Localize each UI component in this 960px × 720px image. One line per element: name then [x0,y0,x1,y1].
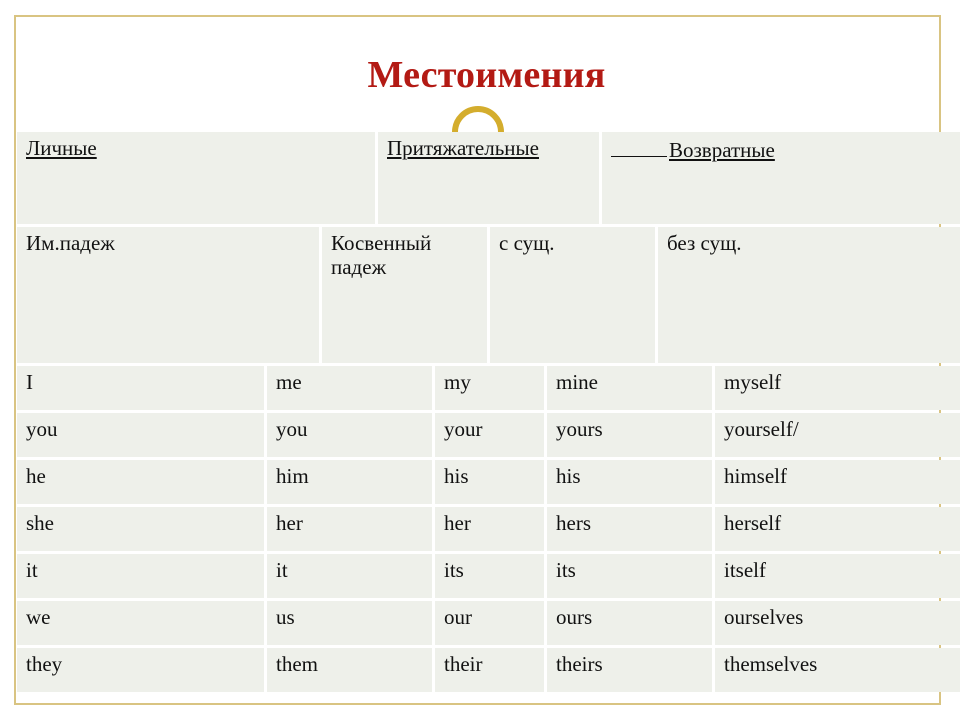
underline-lead [611,136,667,157]
table-cell: we [17,601,264,645]
table-cell: her [267,507,432,551]
table-cell: it [267,554,432,598]
table-cell: us [267,601,432,645]
table-cell: her [435,507,544,551]
subheader-cell: Косвенный падеж [322,227,487,363]
table-cell: I [17,366,264,410]
table-row [17,413,960,457]
table-cell: yourself/ [715,413,960,457]
table-cell: them [267,648,432,692]
header-cell-personal [17,132,375,224]
header-label-reflexive: Возвратные [669,138,775,162]
table-cell: my [435,366,544,410]
table-cell: ourselves [715,601,960,645]
table-cell: you [17,413,264,457]
table-cell: its [547,554,712,598]
table-cell: myself [715,366,960,410]
table-cell: itself [715,554,960,598]
table-cell: theirs [547,648,712,692]
table-row [17,554,960,598]
table-category-row [17,132,960,224]
table-row [17,601,960,645]
table-subheader-row [17,227,960,363]
table-row [17,648,960,692]
table-row [17,460,960,504]
table-cell: his [547,460,712,504]
subheader-cell: с сущ. [490,227,655,363]
table-cell: its [435,554,544,598]
table-cell: him [267,460,432,504]
table-row [17,507,960,551]
table-cell: herself [715,507,960,551]
header-cell-possessive [378,132,599,224]
table-cell: she [17,507,264,551]
subheader-cell: Им.падеж [17,227,319,363]
header-label-possessive: Притяжательные [387,136,539,160]
table-cell: hers [547,507,712,551]
table-cell: he [17,460,264,504]
table-cell: yours [547,413,712,457]
table-cell: themselves [715,648,960,692]
slide-title: Местоимения [367,54,606,96]
table-cell: our [435,601,544,645]
table-cell: his [435,460,544,504]
table-cell: ours [547,601,712,645]
header-cell-reflexive [602,132,960,224]
header-label-personal: Личные [26,136,97,160]
table-cell: it [17,554,264,598]
table-cell: their [435,648,544,692]
subheader-cell: без сущ. [658,227,960,363]
table-cell: they [17,648,264,692]
table-row [17,366,960,410]
table-cell: himself [715,460,960,504]
table-cell: mine [547,366,712,410]
table-cell: you [267,413,432,457]
table-cell: me [267,366,432,410]
table-cell: your [435,413,544,457]
